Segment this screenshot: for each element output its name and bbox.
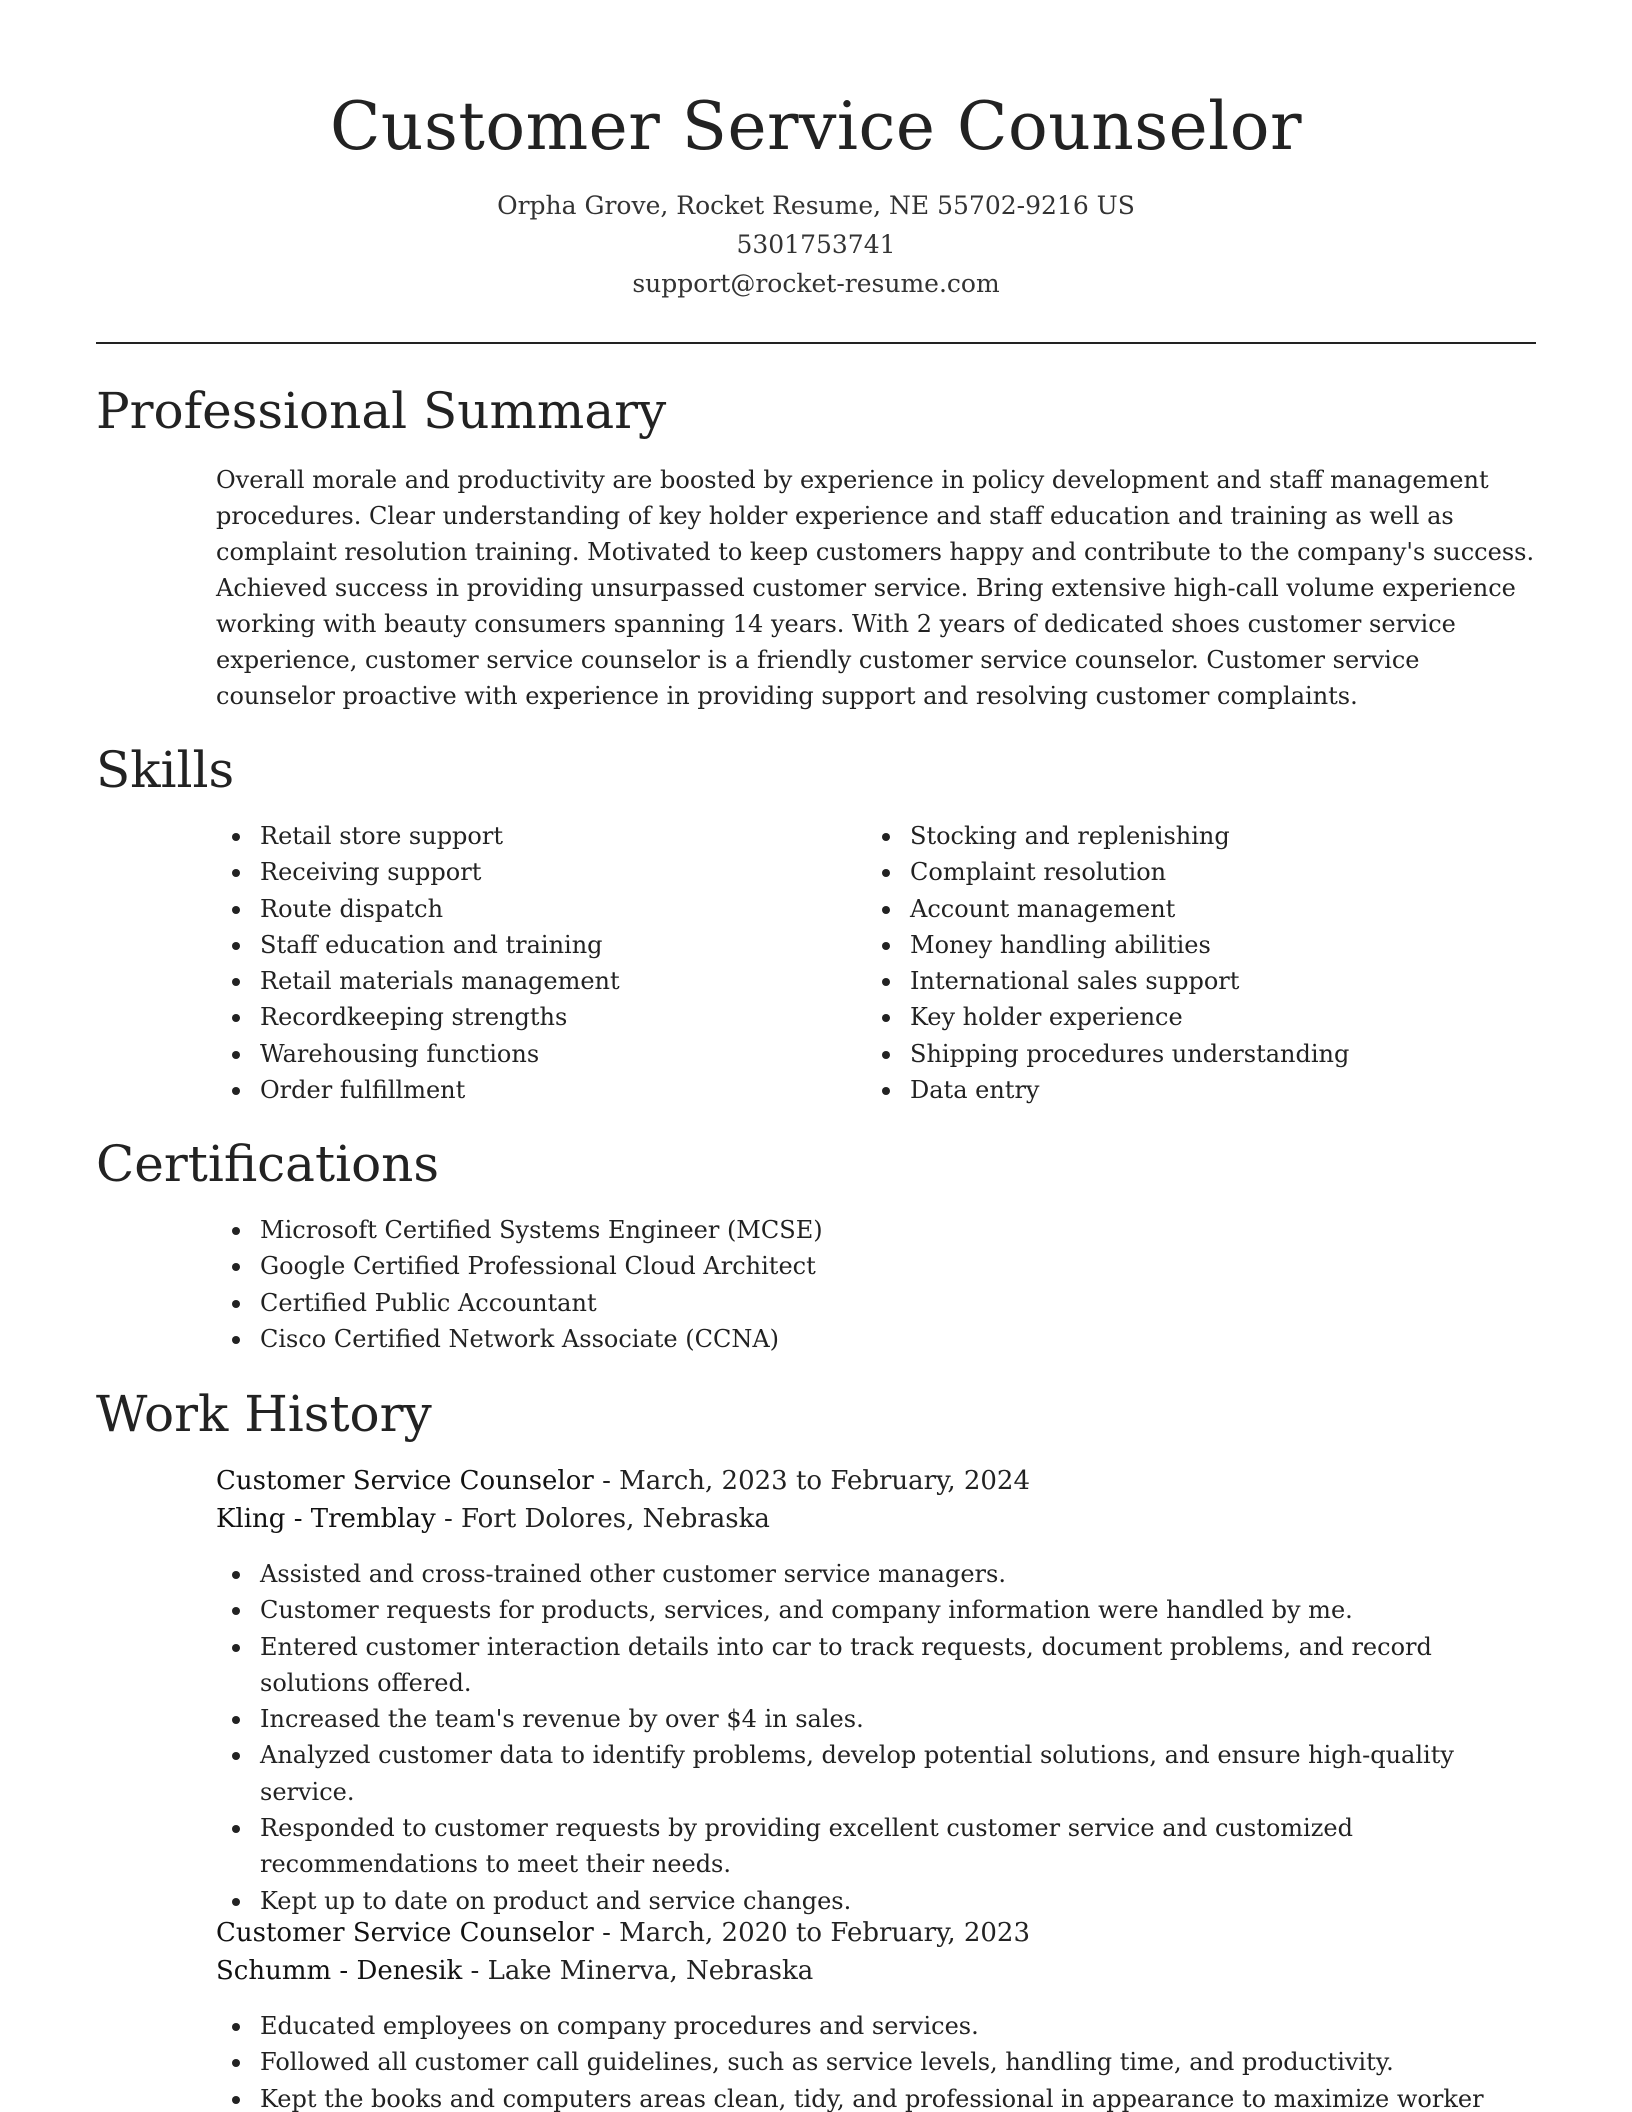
skill-item: Data entry	[866, 1072, 1506, 1108]
certification-item: Google Certified Professional Cloud Architect	[216, 1248, 1536, 1284]
job-bullets	[216, 1556, 1546, 1919]
job-company: Kling - Tremblay	[216, 1504, 436, 1534]
job-title-line	[216, 1914, 1536, 1952]
job-location: - Fort Dolores, Nebraska	[435, 1504, 770, 1534]
skill-item: Warehousing functions	[216, 1036, 856, 1072]
skill-item: Order fulfillment	[216, 1072, 856, 1108]
summary-text: Overall morale and productivity are boosted by experience in policy development and staff management procedures. Clear understanding of key holder experience and staff education and training as well as complaint resolution training. Motivated to keep customers happy and contribute to the company's success. Achieved success in providing unsurpassed customer service. Bring extensive high-call volume experience working with beauty consumers spanning 14 years. With 2 years of dedicated shoes customer service experience, customer service counselor is a friendly customer service counselor. Customer service counselor proactive with experience in providing support and resolving customer complaints.	[216, 466, 1535, 710]
contact-block	[0, 186, 1632, 303]
skill-item: Money handling abilities	[866, 927, 1506, 963]
job-company-line	[216, 1500, 1536, 1538]
skill-item: Complaint resolution	[866, 854, 1506, 890]
job-location: - Lake Minerva, Nebraska	[462, 1956, 814, 1986]
contact-email: support@rocket-resume.com	[632, 269, 1000, 298]
job-bullet: Responded to customer requests by providing excellent customer service and customized recommendations to meet their needs.	[216, 1810, 1546, 1883]
header-divider	[96, 342, 1536, 344]
skill-item: Receiving support	[216, 854, 856, 890]
skill-item: Retail store support	[216, 818, 856, 854]
skill-item: Retail materials management	[216, 963, 856, 999]
work-history-heading: Work History	[96, 1385, 432, 1443]
certification-item: Cisco Certified Network Associate (CCNA)	[216, 1321, 1536, 1357]
skill-item: Recordkeeping strengths	[216, 999, 856, 1035]
certification-item: Certified Public Accountant	[216, 1285, 1536, 1321]
job-header	[216, 1462, 1536, 1538]
job-header	[216, 1914, 1536, 1990]
summary-heading: Professional Summary	[96, 382, 667, 440]
resume-header	[0, 0, 1632, 303]
contact-phone: 5301753741	[736, 230, 896, 259]
skills-list-right	[866, 818, 1506, 1108]
job-bullets	[216, 2008, 1546, 2112]
skill-item: Key holder experience	[866, 999, 1506, 1035]
skill-item: International sales support	[866, 963, 1506, 999]
candidate-name: Customer Service Counselor	[329, 88, 1303, 165]
certification-item: Microsoft Certified Systems Engineer (MCSE)	[216, 1212, 1536, 1248]
job-bullet: Analyzed customer data to identify problems, develop potential solutions, and ensure high-quality service.	[216, 1737, 1546, 1810]
job-bullet: Followed all customer call guidelines, such as service levels, handling time, and productivity.	[216, 2044, 1546, 2080]
skill-item: Staff education and training	[216, 927, 856, 963]
job-role: Customer Service Counselor	[216, 1466, 594, 1496]
skills-heading: Skills	[96, 741, 235, 799]
certifications-list	[216, 1212, 1536, 1357]
job-title-line	[216, 1462, 1536, 1500]
contact-address: Orpha Grove, Rocket Resume, NE 55702-9216 US	[497, 191, 1135, 220]
job-bullet: Entered customer interaction details into car to track requests, document problems, and record solutions offered.	[216, 1629, 1546, 1702]
job-bullet: Assisted and cross-trained other customer service managers.	[216, 1556, 1546, 1592]
skill-item: Route dispatch	[216, 891, 856, 927]
skills-list-left	[216, 818, 856, 1108]
job-dates: - March, 2020 to February, 2023	[593, 1918, 1031, 1948]
job-bullet: Increased the team's revenue by over $4 in sales.	[216, 1701, 1546, 1737]
skill-item: Account management	[866, 891, 1506, 927]
skill-item: Stocking and replenishing	[866, 818, 1506, 854]
job-bullet: Customer requests for products, services, and company information were handled by me.	[216, 1592, 1546, 1628]
certifications-heading: Certifications	[96, 1135, 440, 1193]
job-company-line	[216, 1952, 1536, 1990]
skill-item: Shipping procedures understanding	[866, 1036, 1506, 1072]
job-company: Schumm - Denesik	[216, 1956, 463, 1986]
job-bullet: Kept up to date on product and service changes.	[216, 1883, 1546, 1919]
job-dates: - March, 2023 to February, 2024	[593, 1466, 1031, 1496]
job-bullet: Kept the books and computers areas clean, tidy, and professional in appearance to maximize worker	[216, 2081, 1546, 2112]
job-bullet: Educated employees on company procedures and services.	[216, 2008, 1546, 2044]
job-role: Customer Service Counselor	[216, 1918, 594, 1948]
